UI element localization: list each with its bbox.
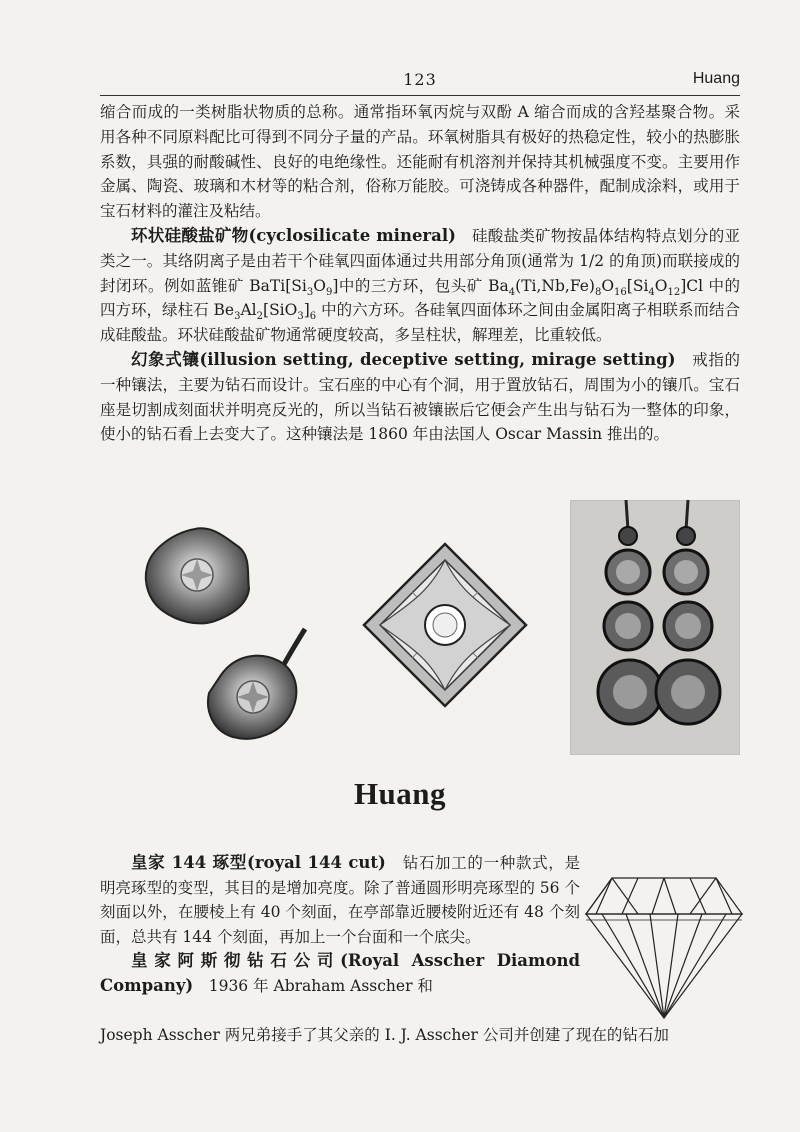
entry-cyclosilicate: 环状硅酸盐矿物(cyclosilicate mineral) 硅酸盐类矿物按晶体结构特点划分的亚类之一。其络阴离子是由若干个硅氧四面体通过共用部分角顶(通常为 1/2 的角顶)而联接成的封闭环。例如蓝锥矿 $BaTi[Si_3O_9]$中的三方环，包头矿 $Ba_4(Ti,Nb,Fe)_8O_{16}[Si_4O_{12}]Cl$ 中的四方环，绿柱石 $Be_3Al_2[SiO_3]_6$ 中的六方环。各硅氧四面体环之间由金属阳离子相联系而结合成硅酸盐。环状硅酸盐矿物通常硬度较高，多呈柱状，解理差，比重较低。: [100, 225, 740, 345]
entry-royal-asscher: 皇家阿斯彻钻石公司(Royal Asscher Diamond Company) 1936 年 Abraham Asscher 和: [100, 951, 580, 995]
continued-line: Joseph Asscher 两兄弟接手了其父亲的 I. J. Asscher 公司并创建了现在的钻石加: [100, 1026, 669, 1044]
entry-royal-144-cut: 皇家 144 琢型(royal 144 cut) 钻石加工的一种款式，是明亮琢型的变型，其目的是增加亮度。除了普通圆形明亮琢型的 56 个刻面以外，在腰棱上有 40 个刻面，在亭部靠近腰棱附近还有 48 个刻面，总共有 144 个刻面，再加上一个台面和一个底尖。: [100, 853, 580, 946]
lower-text-column: [100, 851, 580, 999]
entry-term: 皇家 144 琢型(royal 144 cut): [131, 853, 386, 872]
entry-term: 幻象式镶(illusion setting, deceptive setting, mirage setting): [131, 349, 676, 369]
entry-term: 皇家阿斯彻钻石公司(Royal Asscher Diamond Company): [100, 951, 580, 995]
square-illusion-setting-figure: [360, 540, 530, 710]
upper-text-block: [100, 100, 740, 447]
running-head: Huang: [692, 70, 740, 87]
royal-144-cut-diagram: [582, 872, 746, 1022]
header-rule: [100, 95, 740, 96]
section-title: Huang: [353, 776, 447, 811]
page-number: 123: [403, 70, 437, 89]
illusion-ring-head-figure: [135, 525, 325, 750]
page-header: [100, 70, 740, 96]
drop-earrings-photo: [570, 500, 740, 755]
entry-term: 环状硅酸盐矿物(cyclosilicate mineral): [131, 225, 456, 245]
illustration-row: [100, 500, 740, 755]
entry-illusion-setting: 幻象式镶(illusion setting, deceptive setting, mirage setting) 戒指的一种镶法，主要为钻石而设计。宝石座的中心有个洞，用于置放钻石，周围为小的镶爪。宝石座是切割成刻面状并明亮反光的，所以当钻石被镶嵌后它便会产生出与钻石为一整体的印象，使小的钻石看上去变大了。这种镶法是 1860 年由法国人 Oscar Massin 推出的。: [100, 349, 740, 444]
continued-paragraph: 缩合而成的一类树脂状物质的总称。通常指环氧丙烷与双酚 A 缩合而成的含羟基聚合物。采用各种不同原料配比可得到不同分子量的产品。环氧树脂具有极好的热稳定性，较小的热膨胀系数，具强的耐酸碱性、良好的电绝缘性。还能耐有机溶剂并保持其机械强度不变。主要用作金属、陶瓷、玻璃和木材等的粘合剂，俗称万能胶。可浇铸成各种器件，配制成涂料，或用于宝石材料的灌注及粘结。: [100, 103, 740, 221]
